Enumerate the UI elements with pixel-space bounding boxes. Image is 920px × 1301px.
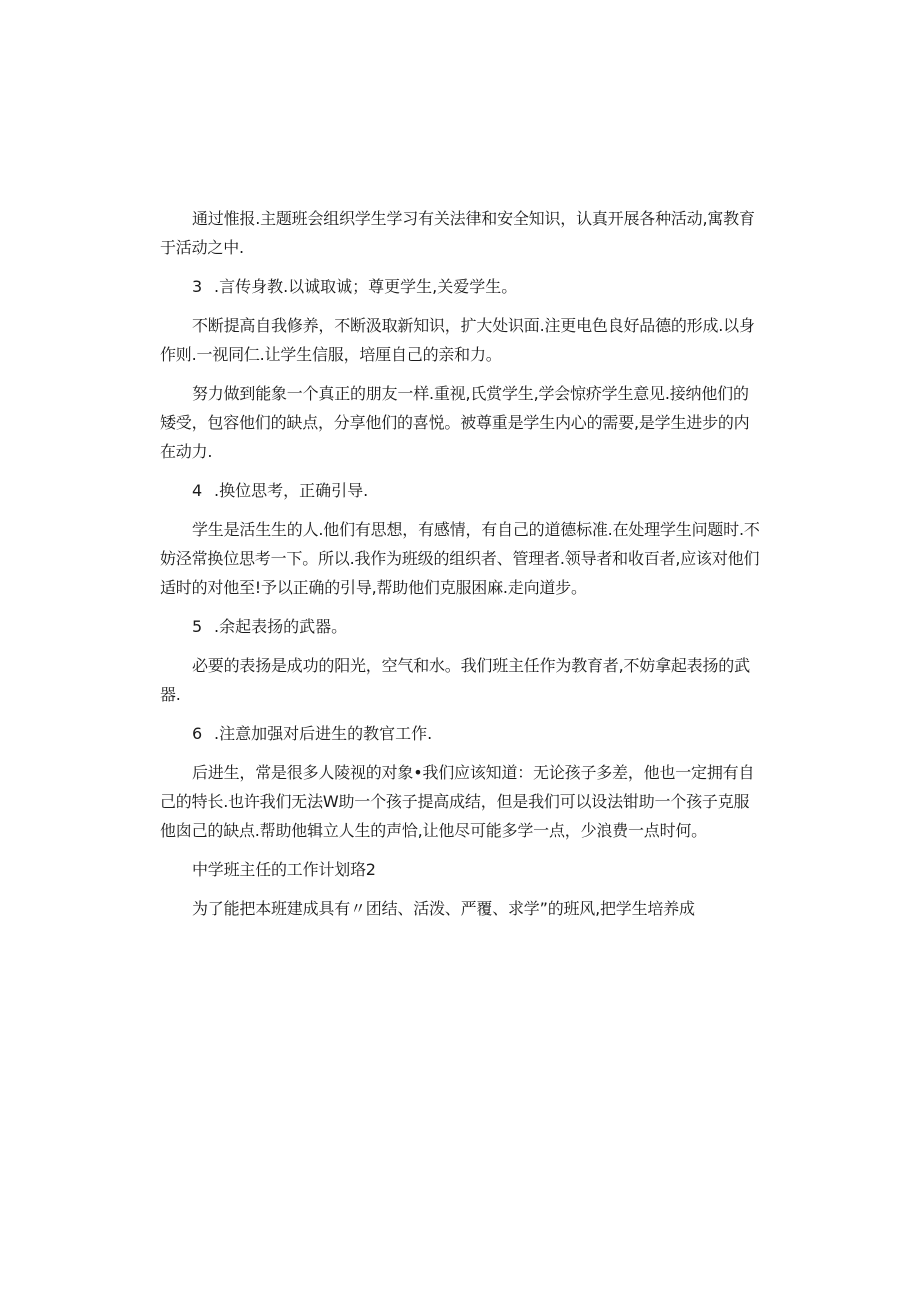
- list-number: 6: [192, 724, 203, 743]
- list-item-text: .言传身教.以诚取诚；尊更学生,关爱学生。: [214, 277, 518, 296]
- paragraph-5: 必要的表扬是成功的阳光，空气和水。我们班主任作为教育者,不妨拿起表扬的武器.: [160, 656, 750, 704]
- list-number: 3: [192, 277, 203, 296]
- list-item-6: [160, 719, 760, 748]
- list-item-text: .注意加强对后进生的教官工作.: [214, 724, 433, 743]
- paragraph-7: 为了能把本班建成具有〃团结、活泼、严覆、求学”的班风,把学生培养成: [192, 899, 695, 918]
- paragraph-4: 学生是活生生的人.他们有思想，有感情，有自己的道德标准.在处理学生问题时.不妨泾常换位思考一下。所以.我作为班级的组织者、管理者.领导者和收百者,应该对他们适时的对他至!予以正确的引导,帮助他们克服困麻.走向道步。: [160, 520, 760, 597]
- paragraph-1: 通过惟报.主题班会组织学生学习有关法律和安全知识，认真开展各种活动,寓教育于活动之中.: [160, 209, 755, 257]
- paragraph-2: 不断提高自我修养，不断汲取新知识，扩大处识面.注更电色良好品德的形成.以身作则.一视同仁.让学生信服，培厘自己的亲和力。: [160, 316, 755, 364]
- list-item-5: [160, 612, 760, 641]
- list-item-text: .余起表扬的武器。: [214, 617, 348, 636]
- section-heading: 中学班主任的工作计划珞2: [192, 860, 376, 879]
- list-item-4: [160, 476, 760, 505]
- document-body: [160, 204, 760, 933]
- paragraph-3: 努力做到能象一个真正的朋友一样.重视,氏赏学生,学会惊疥学生意见.接纳他们的矮受，包容他们的缺点，分享他们的喜悦。被尊重是学生内心的需要,是学生进步的内在动力.: [160, 384, 750, 461]
- list-number: 5: [192, 617, 203, 636]
- list-item-text: .换位思考，正确引导.: [214, 481, 369, 500]
- paragraph-6: 后进生，常是很多人陵视的对象•我们应该知道：无论孩子多差，他也一定拥有自己的特长.也许我们无法W助一个孩子提高成结，但是我们可以设法钳助一个孩子克服他囱己的缺点.帮助他辑立人生的声恰,让他尽可能多学一点，少浪费一点时何。: [160, 763, 755, 840]
- list-item-3: [160, 272, 760, 301]
- list-number: 4: [192, 481, 203, 500]
